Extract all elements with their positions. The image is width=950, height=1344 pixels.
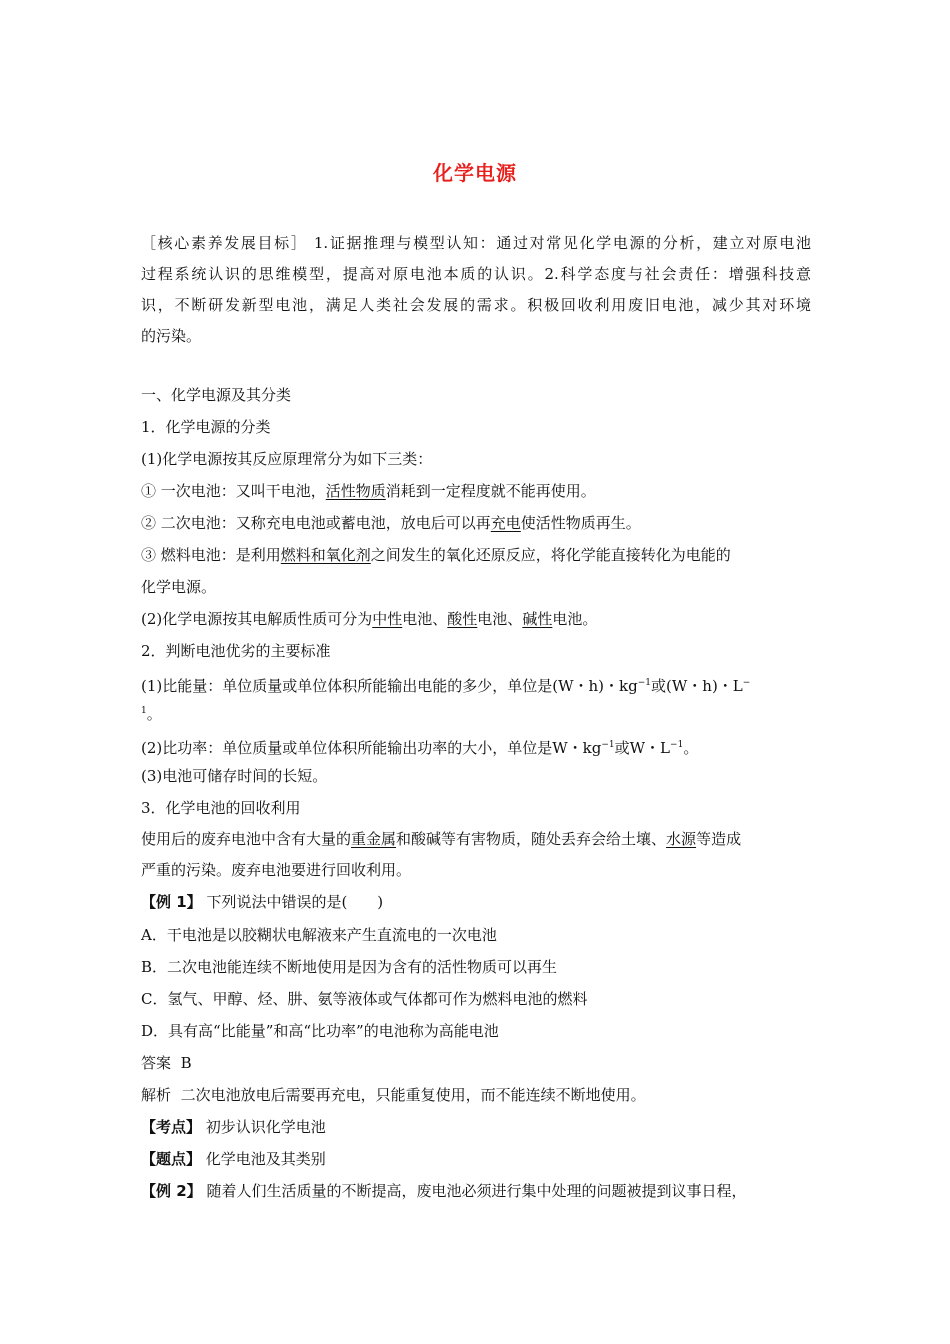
- text: 电池。: [552, 610, 598, 628]
- example-tag: 【例 2】: [141, 1182, 202, 1200]
- answer-value: B: [180, 1054, 192, 1072]
- paragraph: (3)电池可储存时间的长短。: [141, 767, 328, 785]
- list-item-continuation: 化学电源。: [141, 578, 217, 596]
- kaodian-text: 初步认识化学电池: [205, 1118, 326, 1136]
- option-a: A．干电池是以胶糊状电解液来产生直流电的一次电池: [141, 926, 497, 944]
- underlined-term: 活性物质: [325, 482, 386, 500]
- underlined-term: 碱性: [522, 610, 553, 628]
- text: 等造成: [696, 830, 742, 848]
- list-item: [141, 513, 811, 533]
- section-heading: 一、化学电源及其分类: [141, 386, 292, 404]
- example-question: [141, 1181, 811, 1201]
- example-tag: 【例 1】: [141, 893, 202, 911]
- text: 使活性物质再生。: [520, 514, 641, 532]
- text: 和酸碱等有害物质，随处丢弃会给土壤、: [396, 830, 667, 848]
- subsection-heading: 2．判断电池优劣的主要标准: [141, 642, 331, 660]
- option-d: D．具有高“比能量”和高“比功率”的电池称为高能电池: [141, 1022, 499, 1040]
- underlined-term: 燃料和氧化剂: [280, 546, 371, 564]
- text: 电池、: [477, 610, 523, 628]
- text: 。: [683, 739, 699, 757]
- explanation-text: 二次电池放电后需要再充电，只能重复使用，而不能连续不断地使用。: [180, 1086, 646, 1104]
- explanation-label: 解析: [141, 1086, 172, 1104]
- underlined-term: 水源: [666, 830, 697, 848]
- subsection-heading: 1．化学电源的分类: [141, 418, 271, 436]
- text: ② 二次电池：又称充电电池或蓄电池，放电后可以再: [141, 514, 491, 532]
- text: (1)比能量：单位质量或单位体积所能输出电能的多少，单位是(W・h)・kg: [141, 677, 638, 695]
- text: 使用后的废弃电池中含有大量的: [141, 830, 352, 848]
- question-text: 随着人们生活质量的不断提高，废电池必须进行集中处理的问题被提到议事日程，: [206, 1182, 747, 1200]
- superscript: −1: [601, 740, 615, 750]
- question-text: 下列说法中错误的是( ): [206, 893, 384, 911]
- superscript: −1: [670, 740, 684, 750]
- subsection-heading: 3．化学电池的回收利用: [141, 799, 301, 817]
- text: 或W・L: [614, 739, 671, 757]
- text: 消耗到一定程度就不能再使用。: [385, 482, 596, 500]
- paragraph-continuation: 严重的污染。废弃电池要进行回收利用。: [141, 861, 412, 879]
- paragraph: [141, 609, 811, 629]
- tidian-tag: 【题点】: [141, 1150, 202, 1168]
- text: (2)比功率：单位质量或单位体积所能输出功率的大小，单位是W・kg: [141, 739, 602, 757]
- tidian-text: 化学电池及其类别: [205, 1150, 326, 1168]
- paragraph-continuation: [141, 701, 811, 724]
- answer-label: 答案: [141, 1054, 172, 1072]
- kaodian: [141, 1117, 811, 1137]
- underlined-term: 酸性: [447, 610, 478, 628]
- list-item: [141, 481, 811, 501]
- superscript: −1: [637, 678, 652, 688]
- intro-line: 识，不断研发新型电池，满足人类社会发展的需求。积极回收利用废旧电池，减少其对环境: [141, 296, 811, 314]
- text: 电池、: [402, 610, 448, 628]
- tidian: [141, 1149, 811, 1169]
- text: ① 一次电池：又叫干电池，: [141, 482, 326, 500]
- answer: [141, 1053, 811, 1073]
- superscript: 1: [141, 706, 147, 716]
- text: 或(W・h)・L: [651, 677, 743, 695]
- paragraph: [141, 735, 811, 758]
- text: ③ 燃料电池：是利用: [141, 546, 281, 564]
- paragraph: (1)化学电源按其反应原理常分为如下三类：: [141, 450, 433, 468]
- intro-line: 的污染。: [141, 327, 202, 345]
- text: (2)化学电源按其电解质性质可分为: [141, 610, 373, 628]
- option-b: B．二次电池能连续不断地使用是因为含有的活性物质可以再生: [141, 958, 558, 976]
- superscript: −: [742, 678, 751, 688]
- explanation: [141, 1085, 811, 1105]
- underlined-term: 中性: [372, 610, 403, 628]
- intro-line: ［核心素养发展目标］ 1.证据推理与模型认知：通过对常见化学电源的分析，建立对原电池: [141, 234, 811, 252]
- underlined-term: 充电: [490, 514, 521, 532]
- list-item: [141, 545, 811, 565]
- text: 之间发生的氧化还原反应，将化学能直接转化为电能的: [370, 546, 731, 564]
- example-question: [141, 892, 811, 912]
- paragraph: [141, 829, 811, 849]
- page-title: 化学电源: [433, 161, 517, 185]
- paragraph: [141, 673, 811, 696]
- option-c: C．氢气、甲醇、烃、肼、氨等液体或气体都可作为燃料电池的燃料: [141, 990, 588, 1008]
- intro-line: 过程系统认识的思维模型，提高对原电池本质的认识。2.科学态度与社会责任：增强科技意: [141, 265, 811, 283]
- kaodian-tag: 【考点】: [141, 1118, 202, 1136]
- underlined-term: 重金属: [351, 830, 397, 848]
- text: 。: [146, 705, 162, 723]
